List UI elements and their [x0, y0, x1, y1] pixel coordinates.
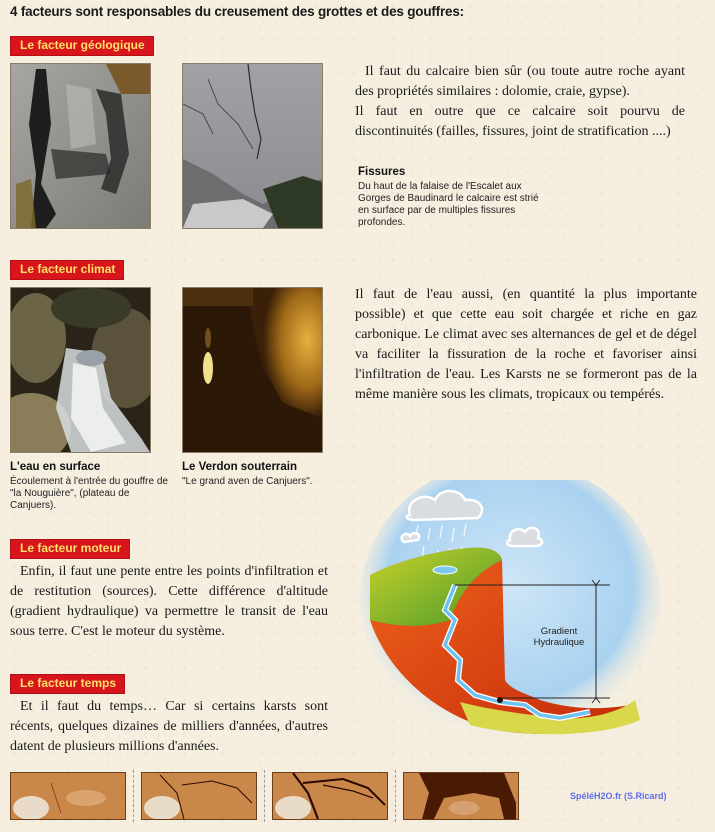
moteur-text: Enfin, il faut une pente entre les points d'infiltration et de restitution (sources). Cette différence d'altitude (gradient hydraulique) va permettre le transit de l'eau sous terre. C'est le moteur du système. — [10, 564, 328, 639]
geologique-text — [355, 62, 685, 142]
photo-fissure-falaise — [182, 63, 323, 229]
divider — [264, 770, 265, 822]
erosion-stage-2 — [141, 772, 257, 820]
section-label-geologique: Le facteur géologique — [10, 36, 154, 56]
temps-text: Et il faut du temps… Car si certains karsts sont récents, quelques dizaines de milliers d'années, d'autres datent de plusieurs millions d'années. — [10, 699, 328, 754]
gradient-label-line1: Gradient — [540, 626, 578, 637]
fissures-caption — [358, 166, 543, 229]
gradient-hydraulique-diagram — [360, 480, 660, 740]
geologique-text-1: Il faut du calcaire bien sûr (ou toute autre roche ayant des propriétés similaires : dolomie, craie, gypse). — [355, 64, 685, 99]
verdon-souterrain-caption — [182, 461, 342, 512]
divider — [395, 770, 396, 822]
eau-en-surface-text: Écoulement à l'entrée du gouffre de "la Nouguière", (plateau de Canjuers). — [10, 476, 168, 511]
fissures-caption-title: Fissures — [358, 166, 406, 178]
verdon-souterrain-title: Le Verdon souterrain — [182, 461, 298, 473]
section-label-moteur: Le facteur moteur — [10, 539, 130, 559]
erosion-stage-3 — [272, 772, 388, 820]
divider — [133, 770, 134, 822]
gradient-label-line2: Hydraulique — [533, 637, 585, 648]
erosion-stage-4 — [403, 772, 519, 820]
page-title: 4 facteurs sont responsables du creusement des grottes et des gouffres: — [10, 4, 464, 19]
fissures-caption-text: Du haut de la falaise de l'Escalet aux Gorges de Baudinard le calcaire est strié en surface par de multiples fissures profondes. — [358, 181, 539, 228]
eau-en-surface-title: L'eau en surface — [10, 461, 101, 473]
credit-text: SpéléH2O.fr (S.Ricard) — [570, 791, 667, 801]
gradient-label — [526, 626, 592, 648]
verdon-souterrain-text: "Le grand aven de Canjuers". — [182, 476, 313, 487]
climat-captions — [10, 461, 350, 512]
section-label-temps: Le facteur temps — [10, 674, 125, 694]
geologique-text-2: Il faut en outre que ce calcaire soit pourvu de discontinuités (failles, fissures, joint de stratification ....) — [355, 104, 685, 139]
eau-en-surface-caption — [10, 461, 178, 512]
photo-fissure-crevasse — [10, 63, 151, 229]
photo-eau-en-surface — [10, 287, 151, 453]
climat-text: Il faut de l'eau aussi, (en quantité la plus importante possible) et que cette eau soit chargée et riche en gaz carbonique. Le climat avec ses alternances de gel et de dégel va faciliter la fissuration de la roche et favoriser ainsi l'infiltration de l'eau. Les Karsts ne se formeront pas de la même manière sous les climats, tropicaux ou tempérés. — [355, 287, 697, 402]
erosion-stage-1 — [10, 772, 126, 820]
section-label-climat: Le facteur climat — [10, 260, 124, 280]
photo-verdon-souterrain — [182, 287, 323, 453]
